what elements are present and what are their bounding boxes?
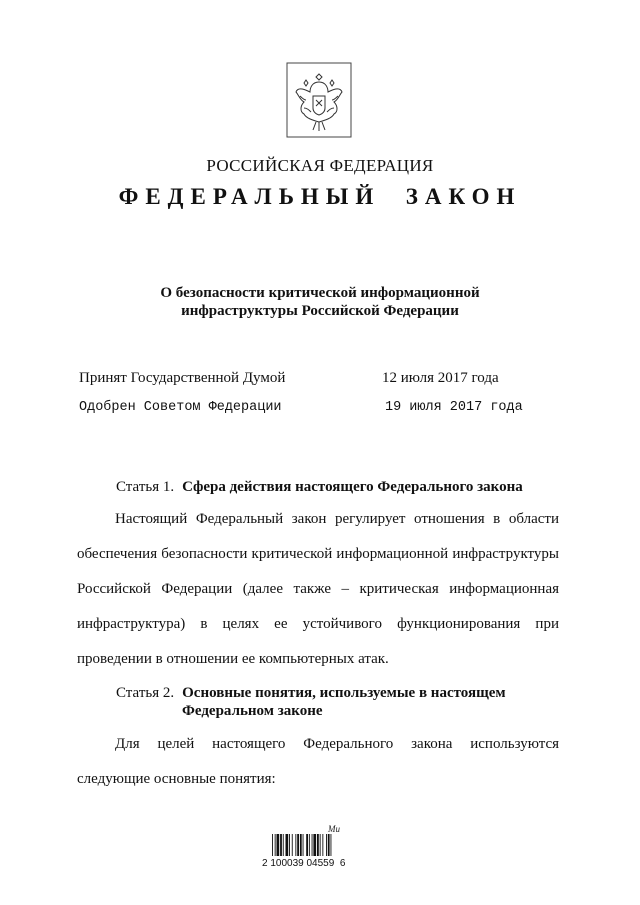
- barcode-bar: [295, 834, 296, 856]
- barcode-bar: [322, 834, 323, 856]
- article-1-text: [77, 502, 559, 677]
- barcode-bar: [309, 834, 310, 856]
- text-line: обеспечения безопасности критической информационной инфраструктуры: [77, 546, 559, 562]
- barcode-bar: [328, 834, 330, 856]
- text-line: следующие основные понятия:: [77, 771, 276, 787]
- article-title: Основные понятия, используемые в настоящем: [182, 685, 506, 701]
- barcode-bar: [289, 834, 290, 856]
- barcode-bar: [297, 834, 299, 856]
- adoption-date: 12 июля 2017 года: [382, 370, 499, 386]
- country-heading: РОССИЙСКАЯ ФЕДЕРАЦИЯ: [206, 156, 434, 175]
- barcode-bar: [292, 834, 293, 856]
- text-line: Российской Федерации (далее также – критическая информационная: [77, 581, 559, 597]
- law-title-line: инфраструктуры Российской Федерации: [181, 303, 459, 319]
- adoption-date: 19 июля 2017 года: [385, 400, 523, 415]
- barcode-bar: [313, 834, 316, 856]
- article-title: Федеральном законе: [182, 703, 323, 719]
- barcode-bar: [280, 834, 282, 856]
- barcode-number: 2 100039 04559 6: [262, 858, 346, 869]
- law-title-line: О безопасности критической информационной: [160, 285, 480, 301]
- barcode-bar: [300, 834, 302, 856]
- adoption-label: Одобрен Советом Федерации: [79, 400, 282, 415]
- barcode-bar: [283, 834, 284, 856]
- signature-mark: Ми: [328, 824, 340, 834]
- barcode-bar: [277, 834, 280, 856]
- article-2-heading: [116, 684, 506, 702]
- barcode-bar: [317, 834, 319, 856]
- text-line: Для целей настоящего Федерального закона используются: [115, 736, 559, 752]
- barcode-bar: [312, 834, 313, 856]
- adoption-label: Принят Государственной Думой: [79, 370, 286, 386]
- barcode-image: [268, 820, 368, 880]
- article-title: Сфера действия настоящего Федерального закона: [182, 479, 523, 495]
- text-line: инфраструктура) в целях ее устойчивого функционирования при: [77, 616, 559, 632]
- barcode-bar: [303, 834, 304, 856]
- barcode-bar: [320, 834, 321, 856]
- text-line: проведении в отношении ее компьютерных атак.: [77, 651, 389, 667]
- law-title: [0, 284, 640, 320]
- barcode-bar: [286, 834, 289, 856]
- text-line: Настоящий Федеральный закон регулирует отношения в области: [115, 511, 559, 527]
- article-number: Статья 1.: [116, 479, 175, 495]
- article-number: Статья 2.: [116, 685, 175, 701]
- barcode-bar: [272, 834, 273, 856]
- article-2-text: [77, 727, 559, 797]
- barcode-bar: [326, 834, 327, 856]
- document-type-heading: ФЕДЕРАЛЬНЫЙ ЗАКОН: [118, 184, 522, 209]
- article-2-heading-cont: [182, 702, 323, 720]
- article-1-heading: [116, 478, 523, 496]
- barcode-bar: [331, 834, 332, 856]
- barcode-bar: [306, 834, 308, 856]
- coat-of-arms-emblem: [286, 62, 352, 138]
- barcode-bar: [275, 834, 276, 856]
